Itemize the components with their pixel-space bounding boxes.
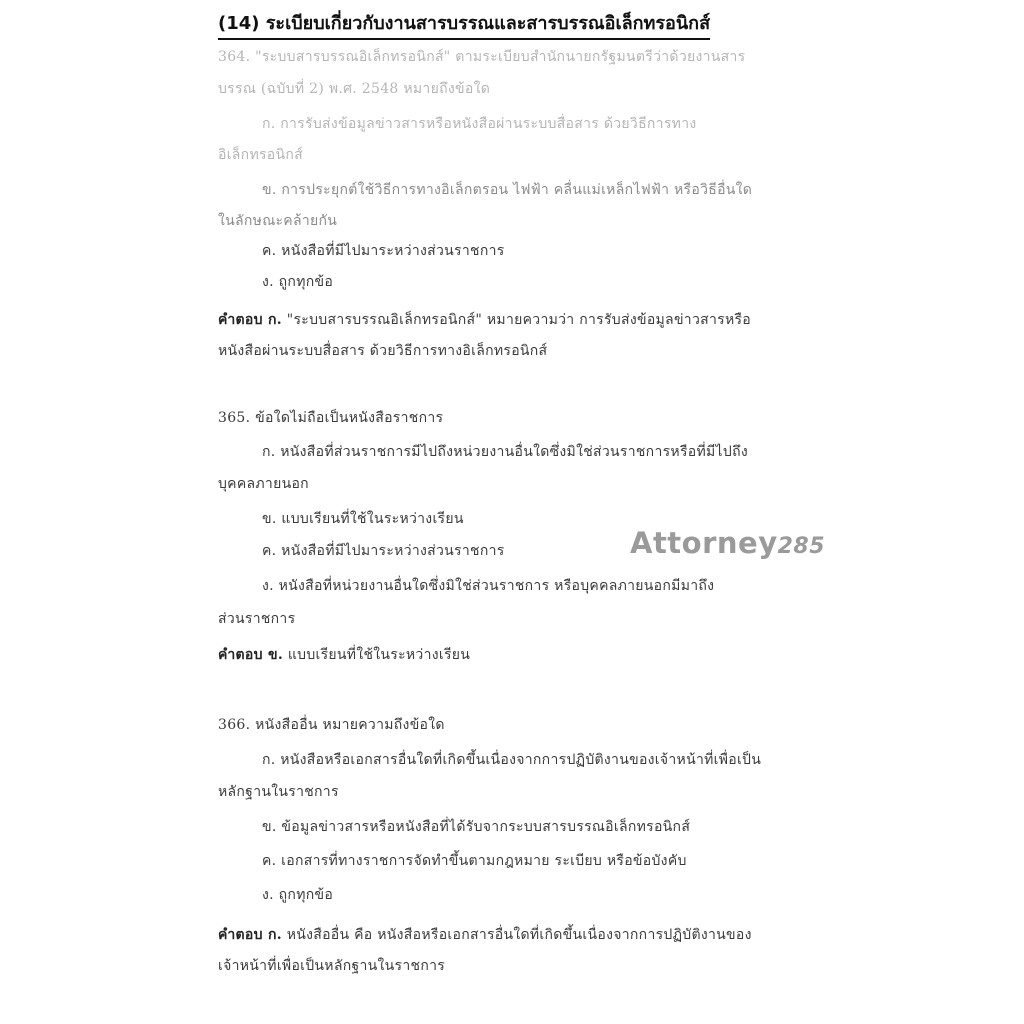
- q364-answer-text: "ระบบสารบรรณอิเล็กทรอนิกส์" หมายความว่า การรับส่งข้อมูลข่าวสารหรือ: [286, 312, 752, 328]
- q364-option-a-line2: อิเล็กทรอนิกส์: [218, 147, 303, 163]
- q364-option-b-line2: ในลักษณะคล้ายกัน: [218, 213, 338, 229]
- q365-answer-label: คำตอบ ข.: [218, 647, 284, 663]
- q364-answer-label: คำตอบ ก.: [218, 312, 282, 328]
- watermark-text: Attorney: [630, 526, 778, 560]
- q365-option-a-line2: บุคคลภายนอก: [218, 476, 309, 492]
- q364-stem-line2: บรรณ (ฉบับที่ 2) พ.ศ. 2548 หมายถึงข้อใด: [218, 81, 491, 97]
- q365-answer: [218, 646, 470, 664]
- q365-option-d-line1: ง. หนังสือที่หน่วยงานอื่นใดซึ่งมิใช่ส่วนราชการ หรือบุคคลภายนอกมีมาถึง: [262, 578, 715, 594]
- q365-option-d-line2: ส่วนราชการ: [218, 611, 296, 627]
- q366-option-a-line1: ก. หนังสือหรือเอกสารอื่นใดที่เกิดขึ้นเนื่องจากการปฏิบัติงานของเจ้าหน้าที่เพื่อเป็น: [262, 752, 762, 768]
- q364-option-b-line1: ข. การประยุกต์ใช้วิธีการทางอิเล็กตรอน ไฟฟ้า คลื่นแม่เหล็กไฟฟ้า หรือวิธีอื่นใด: [262, 182, 753, 198]
- q364-answer-line2: หนังสือผ่านระบบสื่อสาร ด้วยวิธีการทางอิเล็กทรอนิกส์: [218, 343, 548, 359]
- q365-option-b: ข. แบบเรียนที่ใช้ในระหว่างเรียน: [262, 511, 464, 527]
- q364-option-a-line1: ก. การรับส่งข้อมูลข่าวสารหรือหนังสือผ่านระบบสื่อสาร ด้วยวิธีการทาง: [262, 116, 697, 132]
- section-title: (14) ระเบียบเกี่ยวกับงานสารบรรณและสารบรรณอิเล็กทรอนิกส์: [218, 8, 710, 40]
- q365-option-c: ค. หนังสือที่มีไปมาระหว่างส่วนราชการ: [262, 543, 505, 559]
- watermark-number: 285: [777, 534, 826, 559]
- q364-option-c: ค. หนังสือที่มีไปมาระหว่างส่วนราชการ: [262, 243, 505, 259]
- q365-option-a-line1: ก. หนังสือที่ส่วนราชการมีไปถึงหน่วยงานอื่นใดซึ่งมิใช่ส่วนราชการหรือที่มีไปถึง: [262, 444, 748, 460]
- q364-stem-line1: 364. "ระบบสารบรรณอิเล็กทรอนิกส์" ตามระเบียบสำนักนายกรัฐมนตรีว่าด้วยงานสาร: [218, 49, 746, 65]
- q366-option-d: ง. ถูกทุกข้อ: [262, 887, 334, 903]
- q366-answer-text: หนังสืออื่น คือ หนังสือหรือเอกสารอื่นใดที่เกิดขึ้นเนื่องจากการปฏิบัติงานของ: [286, 927, 752, 943]
- attorney285-watermark: [630, 526, 825, 560]
- q366-option-b: ข. ข้อมูลข่าวสารหรือหนังสือที่ได้รับจากระบบสารบรรณอิเล็กทรอนิกส์: [262, 819, 691, 835]
- q364-option-d: ง. ถูกทุกข้อ: [262, 274, 334, 290]
- q366-answer-label: คำตอบ ก.: [218, 927, 282, 943]
- q365-stem: 365. ข้อใดไม่ถือเป็นหนังสือราชการ: [218, 410, 444, 426]
- q366-option-a-line2: หลักฐานในราชการ: [218, 784, 339, 800]
- q364-answer-line1: [218, 311, 751, 329]
- q366-answer-line2: เจ้าหน้าที่เพื่อเป็นหลักฐานในราชการ: [218, 958, 446, 974]
- q366-answer-line1: [218, 926, 752, 944]
- q366-stem: 366. หนังสืออื่น หมายความถึงข้อใด: [218, 717, 445, 733]
- q365-answer-text: แบบเรียนที่ใช้ในระหว่างเรียน: [287, 647, 471, 663]
- q366-option-c: ค. เอกสารที่ทางราชการจัดทำขึ้นตามกฎหมาย ระเบียบ หรือข้อบังคับ: [262, 853, 687, 869]
